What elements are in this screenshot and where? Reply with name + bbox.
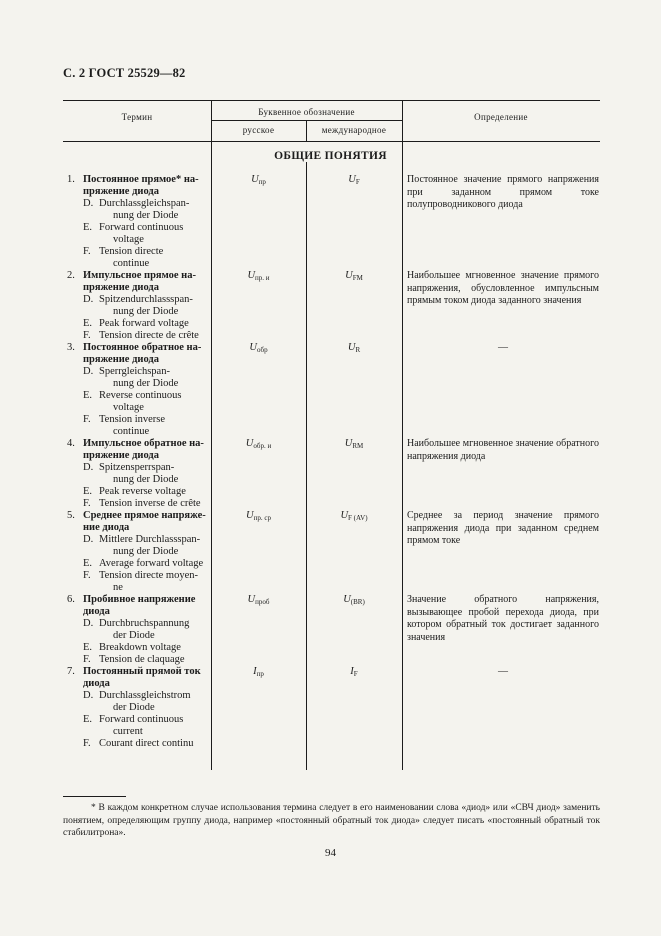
- language-code: D.: [83, 618, 94, 629]
- language-code: [67, 582, 99, 594]
- term-translation-line: [67, 366, 209, 378]
- symbol-base: U: [245, 438, 254, 449]
- symbol-international: [306, 594, 402, 606]
- term-translation-line: [67, 654, 209, 666]
- header-russian: русское: [242, 125, 275, 135]
- term-translation-line: [67, 534, 209, 546]
- language-code: E.: [83, 390, 93, 401]
- term-translation-line: [67, 414, 209, 426]
- definition: Значение обратного напряжения, вызывающее пробой перехода диода, при котором обратный ток достигает заданного значения: [407, 594, 599, 643]
- language-code: D.: [83, 534, 94, 545]
- term-number: [67, 522, 83, 534]
- definition: Среднее за период значение прямого напряжения диода при заданном среднем прямом токе: [407, 510, 599, 546]
- symbol-international: [306, 438, 402, 450]
- language-code: [67, 546, 99, 558]
- term-translation-line: [67, 630, 209, 642]
- term-number: 7.: [67, 666, 75, 677]
- definition: —: [498, 666, 508, 677]
- symbol-subscript: пр: [258, 178, 266, 186]
- term-translation: Spitzendurchlassspan-: [99, 294, 193, 305]
- footnote-rule: [63, 796, 126, 797]
- term-cell: [67, 270, 209, 342]
- term-translation: Reverse continuous: [99, 390, 182, 401]
- language-code: D.: [83, 366, 94, 377]
- term-translation: Mittlere Durchlassspan-: [99, 534, 201, 545]
- symbol-base: U: [340, 510, 349, 521]
- term-translation: Average forward voltage: [99, 558, 204, 569]
- term-title: диода: [83, 606, 110, 617]
- term-number: [67, 354, 83, 366]
- table-header-bottom-rule: [63, 141, 600, 142]
- term-translation-line: [67, 330, 209, 342]
- symbol-subscript: обр: [257, 346, 268, 354]
- term-translation-line: [67, 378, 209, 390]
- term-translation-line: [67, 390, 209, 402]
- term-translation-line: [67, 618, 209, 630]
- language-code: F.: [83, 498, 91, 509]
- symbol-international: [306, 666, 402, 678]
- term-translation-line: [67, 486, 209, 498]
- language-code: [67, 306, 99, 318]
- symbol-russian: [211, 510, 306, 522]
- language-code: [67, 378, 99, 390]
- term-translation-line: [67, 210, 209, 222]
- language-code: F.: [83, 246, 91, 257]
- term-number: 5.: [67, 510, 75, 521]
- term-cell: [67, 666, 209, 750]
- symbol-base: I: [253, 666, 257, 677]
- language-code: F.: [83, 330, 91, 341]
- term-title: Среднее прямое напряже-: [83, 510, 206, 521]
- symbol-subscript: FM: [352, 274, 363, 282]
- term-translation-line: [67, 234, 209, 246]
- symbol-base: I: [350, 666, 354, 677]
- symbol-base: U: [247, 594, 256, 605]
- term-number: [67, 606, 83, 618]
- term-translation-line: [67, 570, 209, 582]
- term-translation: Spitzensperrspan-: [99, 462, 175, 473]
- symbol-base: U: [247, 270, 256, 281]
- term-translation-line: [67, 462, 209, 474]
- term-translation: Tension inverse: [99, 414, 166, 425]
- term-translation: Forward continuous: [99, 714, 184, 725]
- term-translation: voltage: [113, 234, 144, 245]
- symbol-international: [306, 270, 402, 282]
- term-cell: [67, 510, 209, 594]
- language-code: [67, 258, 99, 270]
- term-title: Импульсное прямое на-: [83, 270, 196, 281]
- term-title-line: [67, 606, 209, 618]
- term-title: Постоянное обратное на-: [83, 342, 202, 353]
- term-title-line: [67, 186, 209, 198]
- term-number: 4.: [67, 438, 75, 449]
- term-title-line: [67, 678, 209, 690]
- symbol-subscript: пр. и: [255, 274, 270, 282]
- term-title: диода: [83, 678, 110, 689]
- symbol-base: U: [344, 438, 353, 449]
- term-title: пряжение диода: [83, 354, 159, 365]
- term-translation-line: [67, 582, 209, 594]
- symbol-base: U: [251, 174, 259, 185]
- table-divider-definition: [402, 100, 403, 770]
- language-code: E.: [83, 558, 93, 569]
- term-number: [67, 450, 83, 462]
- term-translation: Durchlassgleichstrom: [99, 690, 191, 701]
- term-title-line: [67, 174, 209, 186]
- term-translation: continue: [113, 258, 150, 269]
- term-title: Постоянный прямой ток: [83, 666, 201, 677]
- term-translation-line: [67, 294, 209, 306]
- language-code: E.: [83, 486, 93, 497]
- symbol-russian: [211, 270, 306, 282]
- term-number: 2.: [67, 270, 75, 281]
- term-translation-line: [67, 426, 209, 438]
- term-number: 3.: [67, 342, 75, 353]
- symbol-international: [306, 174, 402, 186]
- term-translation: der Diode: [113, 702, 155, 713]
- symbol-subscript: F (AV): [348, 514, 368, 522]
- term-title-line: [67, 510, 209, 522]
- language-code: E.: [83, 318, 93, 329]
- symbol-subscript: RM: [352, 442, 364, 450]
- language-code: D.: [83, 462, 94, 473]
- definition: Наибольшее мгновенное значение прямого напряжения, обусловленное импульсным прямым током диода заданного значения: [407, 270, 599, 306]
- term-translation-line: [67, 690, 209, 702]
- language-code: E.: [83, 714, 93, 725]
- term-translation-line: [67, 258, 209, 270]
- table-divider-symbols-body: [306, 162, 307, 770]
- term-translation-line: [67, 702, 209, 714]
- term-number: [67, 678, 83, 690]
- symbol-international: [306, 342, 402, 354]
- term-translation: ne: [113, 582, 123, 593]
- term-number: 1.: [67, 174, 75, 185]
- symbol-subscript: F: [355, 178, 360, 186]
- term-title-line: [67, 282, 209, 294]
- term-number: 6.: [67, 594, 75, 605]
- term-translation: Tension inverse de crête: [99, 498, 201, 509]
- term-translation: voltage: [113, 402, 144, 413]
- term-translation: Forward continuous: [99, 222, 184, 233]
- term-translation-line: [67, 402, 209, 414]
- symbol-subscript: проб: [255, 598, 270, 606]
- term-title-line: [67, 666, 209, 678]
- term-translation-line: [67, 498, 209, 510]
- language-code: F.: [83, 570, 91, 581]
- language-code: [67, 702, 99, 714]
- term-title: Пробивное напряжение: [83, 594, 196, 605]
- symbol-russian: [211, 438, 306, 450]
- term-translation: Peak forward voltage: [99, 318, 189, 329]
- symbol-russian: [211, 174, 306, 186]
- term-translation-line: [67, 246, 209, 258]
- term-translation-line: [67, 558, 209, 570]
- language-code: [67, 426, 99, 438]
- term-number: [67, 186, 83, 198]
- term-translation-line: [67, 474, 209, 486]
- language-code: [67, 630, 99, 642]
- term-translation: current: [113, 726, 143, 737]
- symbol-subscript: пр: [256, 670, 264, 678]
- term-translation: nung der Diode: [113, 210, 179, 221]
- term-translation: nung der Diode: [113, 306, 179, 317]
- symbol-international: [306, 510, 402, 522]
- language-code: E.: [83, 222, 93, 233]
- language-code: [67, 234, 99, 246]
- term-translation: nung der Diode: [113, 546, 179, 557]
- symbol-subscript: (BR): [350, 598, 365, 606]
- term-translation: Peak reverse voltage: [99, 486, 186, 497]
- term-translation-line: [67, 726, 209, 738]
- term-title-line: [67, 438, 209, 450]
- symbol-subscript: F: [353, 670, 358, 678]
- symbol-base: U: [348, 174, 356, 185]
- symbol-subscript: пр. ср: [253, 514, 271, 522]
- term-translation: Breakdown voltage: [99, 642, 181, 653]
- term-translation-line: [67, 306, 209, 318]
- symbol-base: U: [343, 594, 351, 605]
- symbol-subscript: R: [355, 346, 361, 354]
- term-title: пряжение диода: [83, 282, 159, 293]
- language-code: E.: [83, 642, 93, 653]
- language-code: D.: [83, 198, 94, 209]
- term-translation-line: [67, 198, 209, 210]
- language-code: [67, 474, 99, 486]
- term-translation: der Diode: [113, 630, 155, 641]
- language-code: F.: [83, 654, 91, 665]
- header-definition: Определение: [474, 112, 528, 122]
- definition: —: [498, 342, 508, 353]
- term-title-line: [67, 450, 209, 462]
- term-number: [67, 282, 83, 294]
- term-translation-line: [67, 222, 209, 234]
- term-title: Постоянное прямое* на-: [83, 174, 199, 185]
- term-translation: Tension directe: [99, 246, 164, 257]
- term-title: пряжение диода: [83, 186, 159, 197]
- term-translation-line: [67, 318, 209, 330]
- language-code: F.: [83, 414, 91, 425]
- term-translation-line: [67, 642, 209, 654]
- term-cell: [67, 438, 209, 510]
- language-code: F.: [83, 738, 91, 749]
- term-translation: Tension de claquage: [99, 654, 185, 665]
- symbol-base: U: [345, 270, 353, 281]
- term-title-line: [67, 342, 209, 354]
- term-translation-line: [67, 714, 209, 726]
- section-title: ОБЩИЕ ПОНЯТИЯ: [274, 150, 387, 162]
- term-translation: Sperrgleichspan-: [99, 366, 170, 377]
- language-code: D.: [83, 690, 94, 701]
- page-number: 94: [325, 847, 336, 859]
- term-title: пряжение диода: [83, 450, 159, 461]
- term-translation: Tension directe de crête: [99, 330, 199, 341]
- term-title-line: [67, 270, 209, 282]
- symbol-base: U: [347, 342, 356, 353]
- symbol-base: U: [246, 510, 254, 521]
- language-code: [67, 402, 99, 414]
- language-code: [67, 726, 99, 738]
- term-translation: continue: [113, 426, 150, 437]
- term-translation-line: [67, 738, 209, 750]
- term-title-line: [67, 522, 209, 534]
- symbol-russian: [211, 666, 306, 678]
- term-cell: [67, 174, 209, 270]
- symbol-subscript: обр. и: [253, 442, 272, 450]
- language-code: D.: [83, 294, 94, 305]
- term-translation: Durchbruchspannung: [99, 618, 190, 629]
- definition: Постоянное значение прямого напряжения при заданном прямом токе полупроводникового диода: [407, 174, 599, 210]
- term-translation: nung der Diode: [113, 378, 179, 389]
- header-term: Термин: [121, 112, 153, 122]
- symbol-russian: [211, 594, 306, 606]
- term-cell: [67, 342, 209, 438]
- header-international: международное: [321, 125, 387, 135]
- definition: Наибольшее мгновенное значение обратного напряжения диода: [407, 438, 599, 462]
- term-translation: Tension directe moyen-: [99, 570, 198, 581]
- page-header: С. 2 ГОСТ 25529—82: [63, 66, 186, 80]
- term-title: ние диода: [83, 522, 130, 533]
- term-translation: Courant direct continu: [99, 738, 194, 749]
- term-title: Импульсное обратное на-: [83, 438, 204, 449]
- term-title-line: [67, 354, 209, 366]
- footnote: * В каждом конкретном случае использования термина следует в его наименовании слова «диод» или «СВЧ диод» заменить понятием, определяющим группу диода, например «постоянный обратный ток диода» следует писать «постоянный обратный ток стабилитрона».: [63, 803, 600, 838]
- language-code: [67, 210, 99, 222]
- term-title-line: [67, 594, 209, 606]
- term-translation-line: [67, 546, 209, 558]
- term-translation: Durchlassgleichspan-: [99, 198, 190, 209]
- symbol-base: U: [249, 342, 258, 353]
- term-translation: nung der Diode: [113, 474, 179, 485]
- symbol-russian: [211, 342, 306, 354]
- header-symbol: Буквенное обозначение: [258, 107, 355, 117]
- table-top-rule: [63, 100, 600, 101]
- term-cell: [67, 594, 209, 666]
